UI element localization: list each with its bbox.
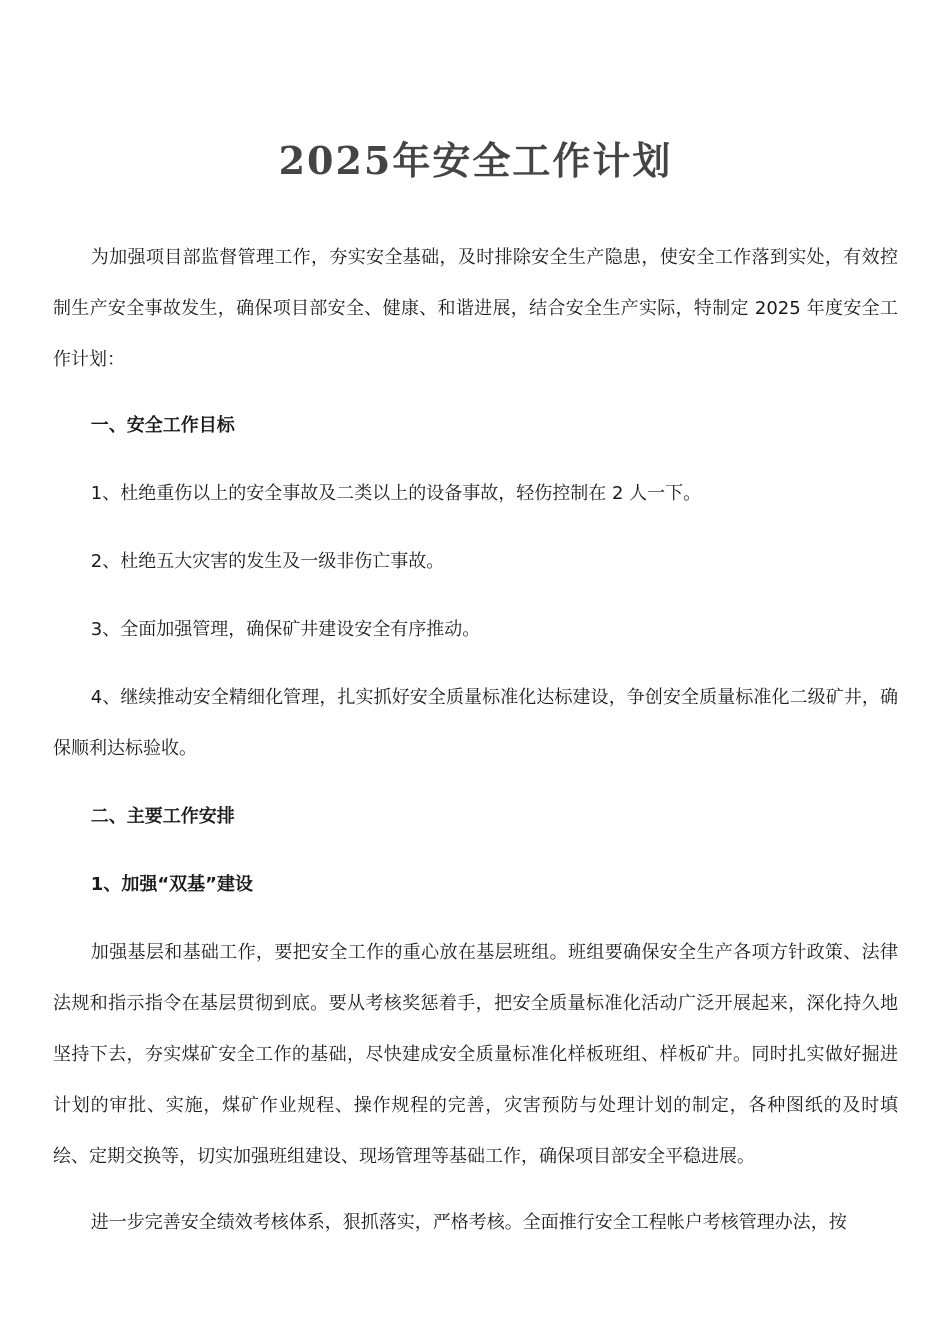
section-heading-arrangements: 二、主要工作安排 [90, 806, 235, 827]
subsection-heading-double-base: 1、加强“双基”建设 [90, 874, 253, 895]
intro-paragraph: 为加强项目部监督管理工作，夯实安全基础，及时排除安全生产隐患，使安全工作落到实处，有效控制生产安全事故发生，确保项目部安全、健康、和谐进展，结合安全生产实际，特制定 2025 年度安全工作计划： [53, 247, 898, 370]
section-heading-goals: 一、安全工作目标 [90, 415, 235, 436]
goal-item-1: 1、杜绝重伤以上的安全事故及二类以上的设备事故，轻伤控制在 2 人一下。 [90, 483, 702, 504]
document-title: 2025年安全工作计划 [278, 138, 673, 183]
goal-item-4: 4、继续推动安全精细化管理，扎实抓好安全质量标准化达标建设，争创安全质量标准化二级矿井，确保顺利达标验收。 [53, 687, 898, 759]
body-paragraph: 加强基层和基础工作，要把安全工作的重心放在基层班组。班组要确保安全生产各项方针政策、法律法规和指示指令在基层贯彻到底。要从考核奖惩着手，把安全质量标准化活动广泛开展起来，深化持久地坚持下去，夯实煤矿安全工作的基础，尽快建成安全质量标准化样板班组、样板矿井。同时扎实做好掘进计划的审批、实施，煤矿作业规程、操作规程的完善，灾害预防与处理计划的制定，各种图纸的及时填绘、定期交换等，切实加强班组建设、现场管理等基础工作，确保项目部安全平稳进展。 [53, 942, 898, 1167]
body-paragraph: 进一步完善安全绩效考核体系，狠抓落实，严格考核。全面推行安全工程帐户考核管理办法，按 [90, 1212, 847, 1233]
goal-item-2: 2、杜绝五大灾害的发生及一级非伤亡事故。 [90, 551, 445, 572]
document-body [53, 132, 898, 1263]
goal-item-3: 3、全面加强管理，确保矿井建设安全有序推动。 [90, 619, 481, 640]
